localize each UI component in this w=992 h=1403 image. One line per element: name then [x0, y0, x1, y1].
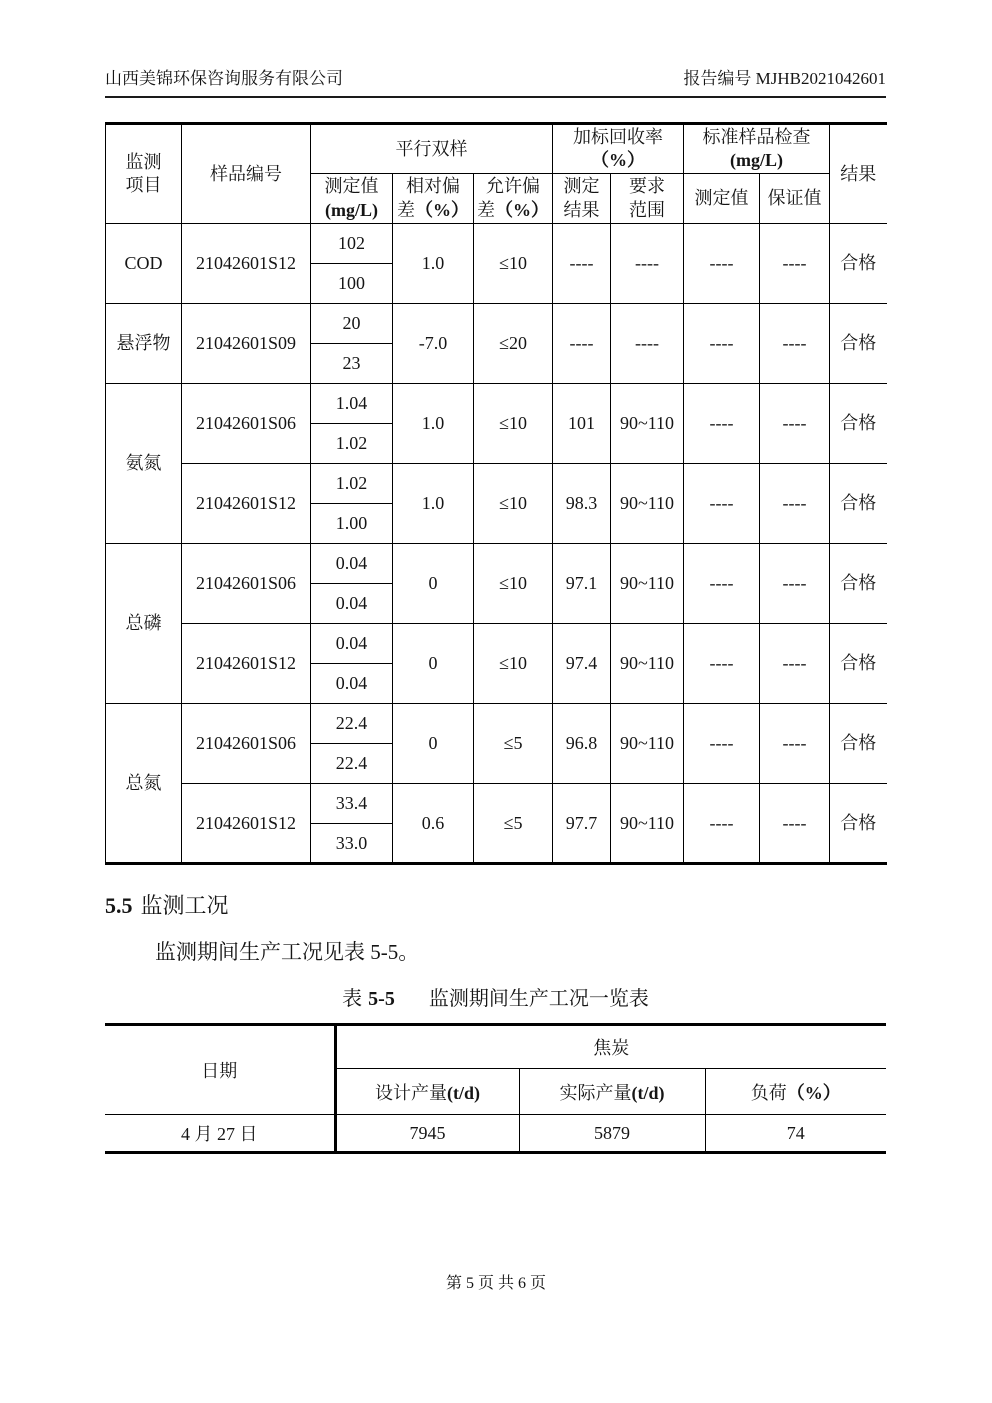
col-relative-deviation: [393, 174, 474, 224]
cell-result: 合格: [830, 224, 887, 304]
caption-title: 监测期间生产工况一览表: [428, 988, 649, 1010]
col-label-text: 标准样品检查: [702, 126, 811, 147]
cell-sample-id: 21042601S12: [182, 624, 311, 704]
qa-header-row-1: [106, 124, 887, 174]
cell-sample-id: 21042601S09: [182, 304, 311, 384]
cell-monitor-item: 悬浮物: [106, 304, 182, 384]
col-standard-guaranteed: 保证值: [760, 174, 830, 224]
cell-standard-measured: ----: [684, 224, 760, 304]
cell-measured-value-1: 1.04: [311, 384, 393, 424]
qa-qc-table: [105, 122, 887, 865]
cell-result: 合格: [830, 544, 887, 624]
table-row: [106, 544, 887, 584]
col-label-unit: （%）: [591, 150, 646, 170]
col-label-unit: (mg/L): [730, 150, 784, 170]
cell-allowed-deviation: ≤10: [474, 464, 553, 544]
col-result: 结果: [830, 124, 887, 224]
cell-standard-measured: ----: [684, 704, 760, 784]
table-row: [106, 464, 887, 504]
section-number: 5.5: [105, 893, 133, 918]
cell-recovery-range: 90~110: [611, 464, 684, 544]
col-label-text: 加标回收率: [573, 126, 664, 147]
section-heading: [105, 889, 886, 920]
cell-recovery-result: ----: [553, 224, 611, 304]
cell-recovery-range: 90~110: [611, 704, 684, 784]
col-label-text: 差（%）: [477, 199, 550, 220]
cell-standard-guaranteed: ----: [760, 624, 830, 704]
cell-recovery-result: 101: [553, 384, 611, 464]
col-label-text: 相对偏: [406, 176, 460, 197]
cell-recovery-result: 97.1: [553, 544, 611, 624]
cell-measured-value-1: 102: [311, 224, 393, 264]
company-name: 山西美锦环保咨询服务有限公司: [105, 69, 343, 88]
cell-actual-output: 5879: [519, 1115, 705, 1153]
cell-measured-value-2: 23: [311, 344, 393, 384]
cell-measured-value-1: 0.04: [311, 624, 393, 664]
col-label-text: 监测: [125, 151, 162, 172]
cell-recovery-range: 90~110: [611, 544, 684, 624]
cell-standard-measured: ----: [684, 544, 760, 624]
cell-relative-deviation: 1.0: [393, 464, 474, 544]
col-sample-id: 样品编号: [182, 124, 311, 224]
cell-relative-deviation: 0: [393, 544, 474, 624]
cell-sample-id: 21042601S12: [182, 464, 311, 544]
cell-sample-id: 21042601S06: [182, 384, 311, 464]
cell-standard-measured: ----: [684, 624, 760, 704]
cell-standard-guaranteed: ----: [760, 544, 830, 624]
col-label-text: 测定: [563, 176, 600, 197]
cell-date-header: 日期: [105, 1025, 335, 1115]
cell-standard-guaranteed: ----: [760, 464, 830, 544]
section-title: 监测工况: [140, 893, 229, 918]
cell-design-output: 7945: [335, 1115, 519, 1153]
cell-standard-guaranteed: ----: [760, 384, 830, 464]
paragraph-production-status: 监测期间生产工况见表 5-5。: [155, 940, 420, 964]
page-number: 第 5 页 共 6 页: [445, 1275, 546, 1292]
col-measured-value: [311, 174, 393, 224]
cell-allowed-deviation: ≤10: [474, 224, 553, 304]
table-row: [106, 704, 887, 744]
cell-relative-deviation: 1.0: [393, 384, 474, 464]
production-table: [105, 1023, 886, 1154]
cell-measured-value-1: 22.4: [311, 704, 393, 744]
col-recovery-range: [611, 174, 684, 224]
cell-measured-value-1: 1.02: [311, 464, 393, 504]
cell-recovery-range: 90~110: [611, 784, 684, 864]
col-group-parallel: 平行双样: [311, 124, 553, 174]
cell-product-group: 焦炭: [335, 1025, 886, 1069]
cell-result: 合格: [830, 624, 887, 704]
cell-recovery-result: 98.3: [553, 464, 611, 544]
cell-standard-guaranteed: ----: [760, 784, 830, 864]
col-label-unit: (mg/L): [325, 199, 378, 220]
caption-number: 5-5: [368, 988, 395, 1010]
cell-monitor-item: 总磷: [106, 544, 182, 704]
table-row: [106, 384, 887, 424]
cell-standard-guaranteed: ----: [760, 304, 830, 384]
cell-monitor-item: 氨氮: [106, 384, 182, 544]
cell-standard-measured: ----: [684, 384, 760, 464]
cell-result: 合格: [830, 304, 887, 384]
cell-measured-value-2: 100: [311, 264, 393, 304]
col-label-text: 结果: [563, 199, 600, 220]
cell-standard-measured: ----: [684, 464, 760, 544]
cell-standard-measured: ----: [684, 784, 760, 864]
cell-result: 合格: [830, 464, 887, 544]
document-header: [105, 0, 886, 98]
col-label-text: 项目: [125, 175, 162, 195]
cell-measured-value-2: 33.0: [311, 824, 393, 864]
col-group-recovery: [553, 124, 684, 174]
col-label-text: 允许偏: [486, 176, 541, 197]
cell-relative-deviation: 0: [393, 624, 474, 704]
cell-measured-value-2: 0.04: [311, 584, 393, 624]
table-caption: [105, 982, 886, 1011]
cell-recovery-result: 96.8: [553, 704, 611, 784]
col-actual-output: 实际产量(t/d): [519, 1069, 705, 1115]
col-monitor-item: [106, 124, 182, 224]
table-row: [105, 1025, 886, 1069]
cell-measured-value-1: 33.4: [311, 784, 393, 824]
cell-relative-deviation: 0: [393, 704, 474, 784]
col-design-output: 设计产量(t/d): [335, 1069, 519, 1115]
cell-recovery-result: ----: [553, 304, 611, 384]
cell-date: 4 月 27 日: [105, 1115, 335, 1153]
cell-relative-deviation: -7.0: [393, 304, 474, 384]
cell-allowed-deviation: ≤20: [474, 304, 553, 384]
cell-recovery-result: 97.4: [553, 624, 611, 704]
cell-recovery-range: ----: [611, 304, 684, 384]
cell-recovery-range: 90~110: [611, 624, 684, 704]
cell-allowed-deviation: ≤5: [474, 784, 553, 864]
table-row: [106, 624, 887, 664]
cell-recovery-range: ----: [611, 224, 684, 304]
col-recovery-result: [553, 174, 611, 224]
cell-standard-guaranteed: ----: [760, 224, 830, 304]
cell-measured-value-2: 1.02: [311, 424, 393, 464]
caption-prefix: 表: [342, 988, 363, 1010]
cell-measured-value-1: 0.04: [311, 544, 393, 584]
col-label-text: 差（%）: [397, 199, 469, 220]
col-label-text: 要求: [629, 176, 666, 197]
cell-allowed-deviation: ≤5: [474, 704, 553, 784]
table-row: [106, 224, 887, 264]
cell-sample-id: 21042601S12: [182, 784, 311, 864]
col-group-standard: [684, 124, 830, 174]
cell-standard-guaranteed: ----: [760, 704, 830, 784]
cell-monitor-item: COD: [106, 224, 182, 304]
cell-result: 合格: [830, 704, 887, 784]
cell-sample-id: 21042601S06: [182, 544, 311, 624]
cell-measured-value-2: 0.04: [311, 664, 393, 704]
cell-sample-id: 21042601S06: [182, 704, 311, 784]
col-load: 负荷（%）: [705, 1069, 886, 1115]
cell-allowed-deviation: ≤10: [474, 544, 553, 624]
col-allowed-deviation: [474, 174, 553, 224]
table-row: [106, 784, 887, 824]
cell-result: 合格: [830, 384, 887, 464]
cell-standard-measured: ----: [684, 304, 760, 384]
report-number: 报告编号 MJHB2021042601: [683, 69, 886, 88]
cell-recovery-result: 97.7: [553, 784, 611, 864]
cell-recovery-range: 90~110: [611, 384, 684, 464]
table-row: [106, 304, 887, 344]
cell-measured-value-2: 1.00: [311, 504, 393, 544]
cell-measured-value-1: 20: [311, 304, 393, 344]
cell-monitor-item: 总氮: [106, 704, 182, 864]
col-label-text: 范围: [629, 199, 666, 220]
cell-sample-id: 21042601S12: [182, 224, 311, 304]
col-label-text: 测定值: [324, 176, 379, 197]
cell-relative-deviation: 1.0: [393, 224, 474, 304]
cell-load: 74: [705, 1115, 886, 1153]
cell-relative-deviation: 0.6: [393, 784, 474, 864]
cell-result: 合格: [830, 784, 887, 864]
cell-allowed-deviation: ≤10: [474, 624, 553, 704]
cell-allowed-deviation: ≤10: [474, 384, 553, 464]
table-row: [105, 1115, 886, 1153]
cell-measured-value-2: 22.4: [311, 744, 393, 784]
col-standard-measured: 测定值: [684, 174, 760, 224]
